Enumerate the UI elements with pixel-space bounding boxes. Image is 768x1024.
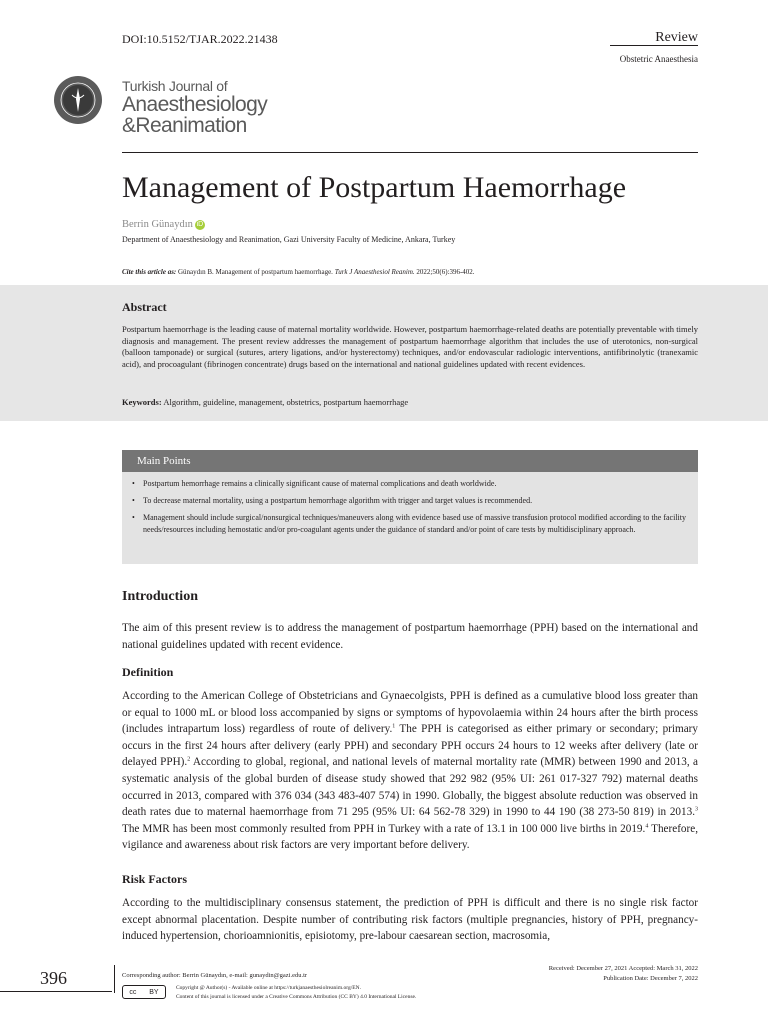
bullet: • bbox=[132, 496, 135, 505]
received-date: Received: December 27, 2021 Accepted: March 31, 2022 bbox=[548, 965, 698, 972]
copyright-block bbox=[176, 984, 416, 1002]
corresponding-author[interactable]: Corresponding author: Berrin Günaydın, e-mail: gunaydin@gazi.edu.tr bbox=[122, 972, 308, 979]
journal-logo bbox=[122, 79, 267, 136]
orcid-icon[interactable]: iD bbox=[196, 220, 204, 228]
cc-by-label: BY bbox=[149, 988, 159, 996]
section-label: Obstetric Anaesthesia bbox=[619, 54, 698, 64]
main-points-box bbox=[122, 472, 698, 564]
definition-heading: Definition bbox=[122, 665, 174, 679]
header-divider bbox=[610, 45, 698, 46]
main-point bbox=[132, 495, 686, 507]
definition-text: The PPH is categorised as either primary or secondary; primary occurs in the first 24 hours after delivery (early PPH) and secondary PPH occurs 24 hours to 12 weeks after delivery (late or delayed PPH). bbox=[122, 723, 698, 769]
author-name[interactable]: Berrin Günaydın bbox=[122, 219, 193, 230]
main-point-text: Management should include surgical/nonsurgical techniques/maneuvers along with evidence based use of massive transfusion protocol modified according to the facility needs/resources including hemostatic and/or pro-coagulant agents under the guidance of standard and/or point of care tests by multidisciplinary approach. bbox=[143, 513, 686, 534]
definition-text: According to the American College of Obstetricians and Gynaecolgists, PPH is defined as a cumulative blood loss greater than or equal to 1000 mL or blood loss accompanied by signs or symptoms of hypovolaemia within 24 hours after the birth process (includes intrapartum loss) regardless of route of delivery. bbox=[122, 690, 698, 736]
introduction-heading: Introduction bbox=[122, 589, 198, 604]
article-title: Management of Postpartum Haemorrhage bbox=[122, 171, 627, 204]
journal-name-line1: Turkish Journal of bbox=[122, 78, 228, 94]
risk-factors-text: According to the multidisciplinary consensus statement, the prediction of PPH is difficult and there is no single risk factor except abnormal placentation. Despite number of contributing risk factors (multiple pregnancies, history of PPH, pregnancy-induced hypertension, chorioamnionitis, episiotomy, pre-labour caesarean section, macrosomia, bbox=[122, 897, 698, 943]
journal-name-line3: &Reanimation bbox=[122, 114, 247, 137]
bullet: • bbox=[132, 479, 135, 488]
risk-factors-heading: Risk Factors bbox=[122, 872, 187, 886]
reference-link[interactable]: 3 bbox=[695, 806, 698, 813]
title-divider bbox=[122, 152, 698, 153]
cc-license-icon[interactable] bbox=[122, 985, 166, 999]
footer-rule bbox=[0, 991, 112, 992]
publication-date: Publication Date: December 7, 2022 bbox=[603, 975, 698, 982]
abstract-heading: Abstract bbox=[122, 300, 167, 314]
article-type: Review bbox=[655, 30, 698, 45]
cite-ref: 2022;50(6):396-402. bbox=[416, 268, 475, 276]
main-points-list bbox=[122, 472, 698, 536]
cite-journal: Turk J Anaesthesiol Reanim. bbox=[334, 268, 415, 276]
definition-paragraph bbox=[122, 688, 698, 854]
copyright-line[interactable]: Copyright @ Author(s) - Available online at https://turkjanaesthesiolreanim.org/EN. bbox=[176, 985, 361, 991]
main-point bbox=[132, 478, 686, 490]
bullet: • bbox=[132, 513, 135, 522]
definition-text: Therefore, vigilance and awareness about risk factors are very important before delivery. bbox=[122, 822, 698, 852]
cc-label: cc bbox=[129, 988, 137, 996]
definition-text: The MMR has been most commonly resulted from PPH in Turkey with a rate of 13.1 in 100 000 live births in 2019. bbox=[122, 822, 646, 835]
definition-text: According to global, regional, and national levels of maternal mortality rate (MMR) between 1990 and 2013, a systematic analysis of the global burden of disease study showed that 292 982 (95% UI: 261 017-327 792) maternal deaths occurred in 2013, compared with 376 034 (343 483-407 574) in 1990. Globally, the biggest absolute reduction was observed in death rates due to maternal haemorrhage from 71 295 (95% UI: 64 562-78 329) in 1990 to 44 190 (38 273-50 819) in 2013. bbox=[122, 756, 698, 819]
main-points-heading: Main Points bbox=[137, 455, 191, 467]
reference-link[interactable]: 4 bbox=[645, 823, 649, 830]
affiliation: Department of Anaesthesiology and Reanimation, Gazi University Faculty of Medicine, Ankara, Turkey bbox=[122, 235, 456, 244]
page-number: 396 bbox=[40, 968, 67, 988]
keywords-label: Keywords: bbox=[122, 397, 162, 407]
abstract-text: Postpartum haemorrhage is the leading cause of maternal mortality worldwide. However, postpartum haemorrhage-related deaths are potentially preventable with timely diagnosis and management. The present review addresses the management of postpartum haemorrhage algorithm that includes the use of uterotonics, non-surgical (balloon tamponade) or surgical (sutures, artery ligations, and/or hysterectomy) techniques, and/or endovascular radiologic interventions, antifibrinolytic (tranexamic acid), and procoagulant (fibrinogen concentrate) drugs based on the international and national guidelines updated with recent evidences. bbox=[122, 324, 698, 369]
journal-name-line2: Anaesthesiology bbox=[122, 93, 268, 116]
reference-link[interactable]: 1 bbox=[392, 723, 396, 730]
license-line[interactable]: Content of this journal is licensed under a Creative Commons Attribution (CC BY) 4.0 International License. bbox=[176, 994, 417, 1000]
introduction-text: The aim of this present review is to address the management of postpartum haemorrhage (PPH) based on the international and national guidelines updated with recent evidence. bbox=[122, 622, 698, 651]
cite-label: Cite this article as: bbox=[122, 268, 177, 276]
doi[interactable]: DOI:10.5152/TJAR.2022.21438 bbox=[122, 32, 278, 46]
keywords bbox=[122, 397, 408, 407]
cite-text: Günaydın B. Management of postpartum haemorrhage. bbox=[178, 268, 333, 276]
keywords-list: Algorithm, guideline, management, obstetrics, postpartum haemorrhage bbox=[163, 397, 409, 407]
author-line bbox=[122, 219, 205, 230]
citation bbox=[122, 268, 475, 276]
journal-seal-icon bbox=[53, 75, 103, 125]
main-point-text: To decrease maternal mortality, using a postpartum hemorrhage algorithm with trigger and target values is recommended. bbox=[143, 496, 533, 505]
main-points-header bbox=[122, 450, 698, 472]
footer-divider bbox=[114, 965, 115, 993]
dates-block bbox=[549, 964, 698, 984]
main-point-text: Postpartum hemorrhage remains a clinically significant cause of maternal complications and death worldwide. bbox=[143, 479, 497, 488]
reference-link[interactable]: 2 bbox=[187, 756, 191, 763]
main-point bbox=[132, 512, 686, 536]
